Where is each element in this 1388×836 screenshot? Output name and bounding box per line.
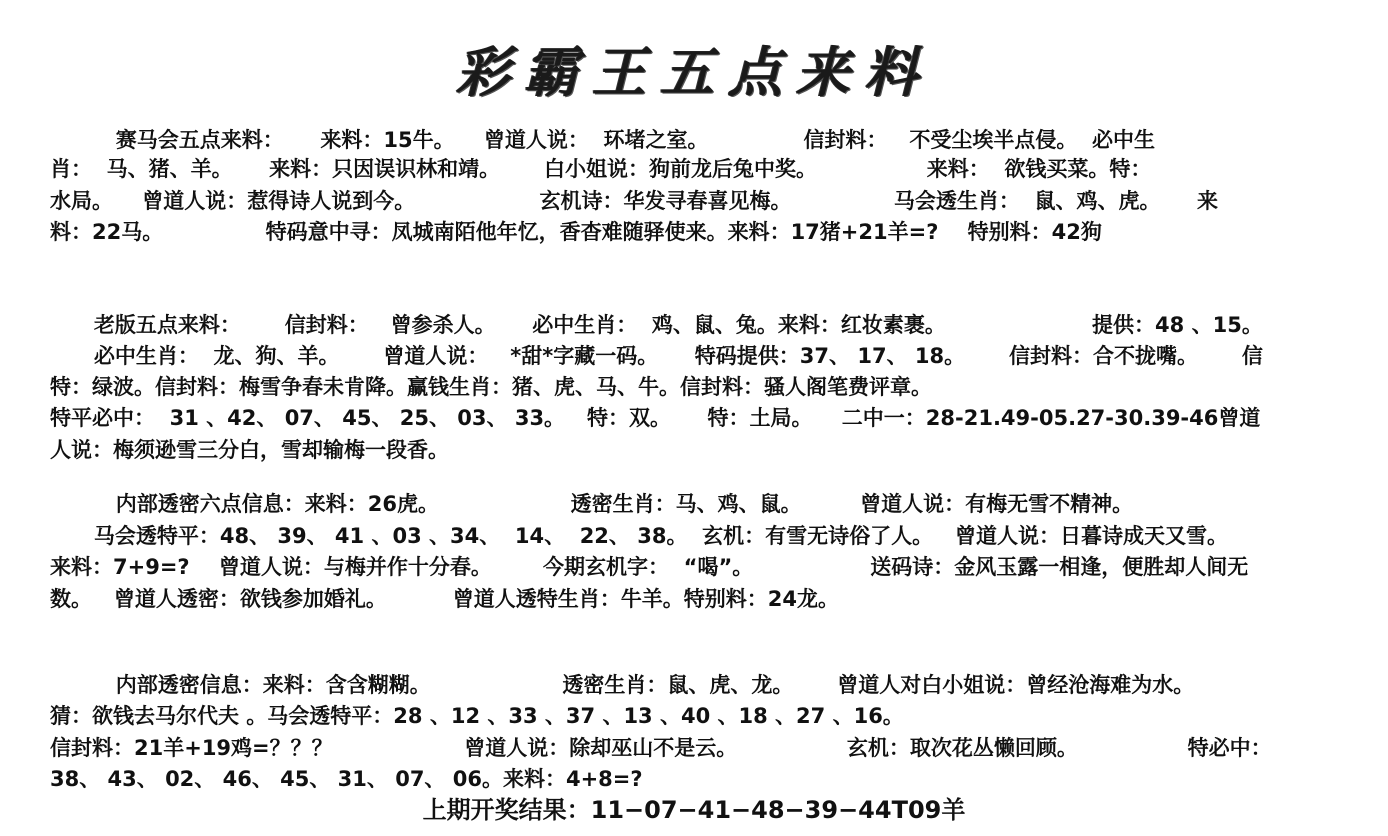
text-line: 老版五点来料： 信封料： 曾参杀人。 必中生肖： 鸡、鼠、兔。来料：红妆素裹。 提供：48 、15。 bbox=[50, 313, 1263, 337]
text-line: 肖： 马、猪、羊。 来料：只因误识林和靖。 白小姐说：狗前龙后兔中奖。 来料： 欲钱买菜。特： bbox=[50, 157, 1152, 181]
text-line: 必中生肖： 龙、狗、羊。 曾道人说： *甜*字藏一码。 特码提供：37、 17、 18。 信封料：合不拢嘴。 信 bbox=[50, 344, 1263, 368]
page-title: 彩霸王五点来料 bbox=[456, 40, 932, 104]
text-line: 水局。 曾道人说：惹得诗人说到今。 玄机诗：华发寻春喜见梅。 马会透生肖： 鼠、鸡、虎。 来 bbox=[50, 189, 1219, 213]
text-line: 马会透特平：48、 39、 41 、03 、34、 14、 22、 38。 玄机：有雪无诗俗了人。 曾道人说：日暮诗成天又雪。 bbox=[50, 524, 1229, 548]
text-line: 来料：7+9=? 曾道人说：与梅并作十分春。 今期玄机字： “喝”。 送码诗：金风玉露一相逢，便胜却人间无 bbox=[50, 555, 1249, 579]
text-line: 特：绿波。信封料：梅雪争春未肯降。赢钱生肖：猪、虎、马、牛。信封料：骚人阁笔费评章。 bbox=[50, 375, 932, 399]
text-line: 特平必中： 31 、42、 07、 45、 25、 03、 33。 特：双。 特：土局。 二中一：28-21.49-05.27-30.39-46曾道 bbox=[50, 406, 1261, 430]
text-line: 料：22马。 特码意中寻：凤城南陌他年忆，香杳难随驿使来。来料：17猪+21羊=? 特别料：42狗 bbox=[50, 220, 1102, 244]
text-line: 猜：欲钱去马尔代夫 。马会透特平：28 、12 、33 、37 、13 、40 、18 、27 、16。 bbox=[50, 704, 904, 728]
text-line: 信封料：21羊+19鸡=？？？ 曾道人说：除却巫山不是云。 玄机：取次花丛懒回顾。 特必中： bbox=[50, 736, 1272, 760]
text-line: 38、 43、 02、 46、 45、 31、 07、 06。来料：4+8=? bbox=[50, 767, 643, 791]
text-line: 内部透密六点信息：来料：26虎。 透密生肖：马、鸡、鼠。 曾道人说：有梅无雪不精神。 bbox=[50, 492, 1134, 516]
last-draw-result: 上期开奖结果：11−07−41−48−39−44T09羊 bbox=[422, 796, 966, 824]
text-line: 数。 曾道人透密：欲钱参加婚礼。 曾道人透特生肖：牛羊。特别料：24龙。 bbox=[50, 587, 839, 611]
text-line: 人说：梅须逊雪三分白，雪却输梅一段香。 bbox=[50, 438, 449, 462]
text-line: 内部透密信息：来料：含含糊糊。 透密生肖：鼠、虎、龙。 曾道人对白小姐说：曾经沧海难为水。 bbox=[50, 673, 1195, 697]
text-line: 赛马会五点来料： 来料：15牛。 曾道人说： 环堵之室。 信封料： 不受尘埃半点侵。 必中生 bbox=[50, 128, 1156, 152]
